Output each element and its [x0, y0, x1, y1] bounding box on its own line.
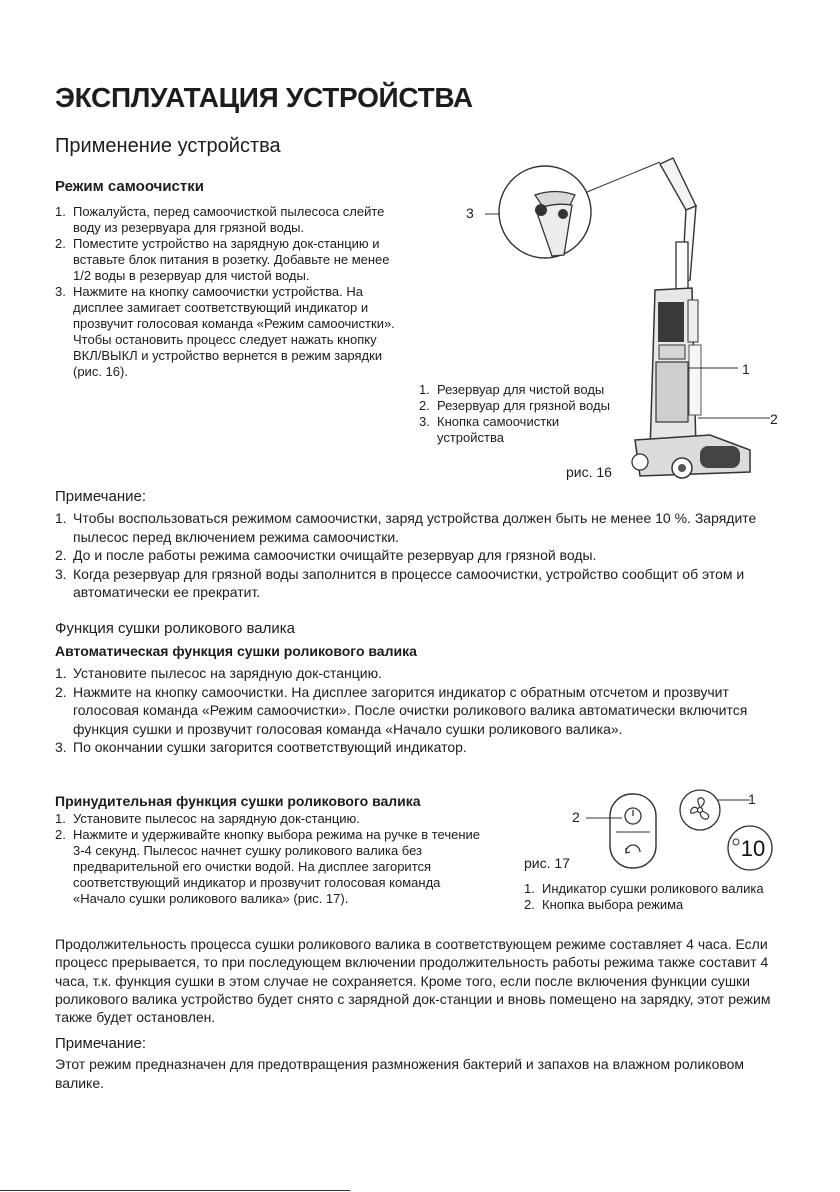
drying-heading: Функция сушки роликового валика	[55, 620, 296, 637]
footer-divider	[0, 1190, 350, 1191]
page-title: ЭКСПЛУАТАЦИЯ УСТРОЙСТВА	[55, 82, 473, 113]
forced-drying-steps	[55, 811, 480, 907]
fig17-display: 10	[740, 836, 766, 861]
self-clean-steps	[55, 204, 400, 380]
section-title: Применение устройства	[55, 135, 281, 157]
list-item: 2. Нажмите и удерживайте кнопку выбора режима на ручке в течение 3-4 секунд. Пылесос начнет сушку роликового валика без предварительной его очистки водой. На дисплее загорится соответствующий индикатор и прозвучит голосовая команда «Начало сушки роликового валика» (рис. 17).	[55, 827, 480, 906]
list-item: 1. Чтобы воспользоваться режимом самоочистки, заряд устройства должен быть не менее 10 %. Зарядите пылесос перед включением режима самоочистки.	[55, 510, 757, 545]
auto-drying-steps	[55, 664, 755, 757]
list-item: 2. Кнопка выбора режима	[524, 897, 684, 912]
fig17-legend	[524, 881, 794, 913]
fig16-legend	[419, 382, 629, 446]
fig17-caption: рис. 17	[524, 855, 570, 871]
list-item: 1. Установите пылесос на зарядную док-станцию.	[55, 665, 382, 681]
list-item: 2. Резервуар для грязной воды	[419, 398, 610, 413]
list-item: 1. Пожалуйста, перед самоочисткой пылесоса слейте воду из резервуара для грязной воды.	[55, 204, 385, 235]
note1-list	[55, 509, 795, 602]
fig17-callout-2: 2	[572, 809, 580, 825]
list-item: 1. Установите пылесос на зарядную док-станцию.	[55, 811, 360, 826]
list-item: 3. По окончании сушки загорится соответствующий индикатор.	[55, 739, 467, 755]
list-item: 3. Кнопка самоочистки устройства	[419, 414, 560, 445]
list-item: 2. Поместите устройство на зарядную док-станцию и вставьте блок питания в розетку. Добавьте не менее 1/2 воды в резервуар для чистой воды.	[55, 236, 390, 283]
forced-drying-heading: Принудительная функция сушки роликового валика	[55, 793, 421, 809]
fig17-callout-1: 1	[748, 791, 756, 807]
duration-paragraph: Продолжительность процесса сушки роликового валика в соответствующем режиме составляет 4 часа. Если процесс прерывается, то при последующем включении продолжительность работы режима также составит 4 часа, т.к. функция сушки в этом случае не сохраняется. Кроме того, если после включения функции сушки роликового валика устройство будет снято с зарядной док-станции и вновь помещено на зарядку, этот режим также будет остановлен.	[55, 936, 771, 1026]
note2-text: Этот режим предназначен для предотвращения размножения бактерий и запахов на влажном роликовом валике.	[55, 1056, 745, 1091]
list-item: 2. До и после работы режима самоочистки очищайте резервуар для грязной воды.	[55, 547, 597, 563]
list-item: 1. Индикатор сушки роликового валика	[524, 881, 764, 896]
fig16-callout-2: 2	[770, 411, 778, 427]
self-clean-heading: Режим самоочистки	[55, 178, 204, 195]
note2-heading: Примечание:	[55, 1035, 146, 1052]
list-item: 3. Когда резервуар для грязной воды заполнится в процессе самоочистки, устройство сообщит об этом и автоматически ее прекратит.	[55, 565, 745, 600]
list-item: 3. Нажмите на кнопку самоочистки устройства. На дисплее замигает соответствующий индикатор и прозвучит голосовая команда «Режим самоочистки». Чтобы остановить процесс следует нажать кнопку ВКЛ/ВЫКЛ и устройство вернется в режим зарядки (рис. 16).	[55, 284, 395, 379]
list-item: 2. Нажмите на кнопку самоочистки. На дисплее загорится индикатор с обратным отсчетом и прозвучит голосовая команда «Режим самоочистки». После очистки роликового валика автоматически включится функция сушки и прозвучит голосовая команда «Начало сушки роликового валика».	[55, 683, 748, 737]
fig16-callout-3: 3	[466, 205, 474, 221]
fig16-caption: рис. 16	[566, 464, 612, 480]
fig16-callout-1: 1	[742, 361, 750, 377]
list-item: 1. Резервуар для чистой воды	[419, 382, 605, 397]
note1-heading: Примечание:	[55, 488, 146, 505]
auto-drying-heading: Автоматическая функция сушки роликового валика	[55, 643, 417, 659]
